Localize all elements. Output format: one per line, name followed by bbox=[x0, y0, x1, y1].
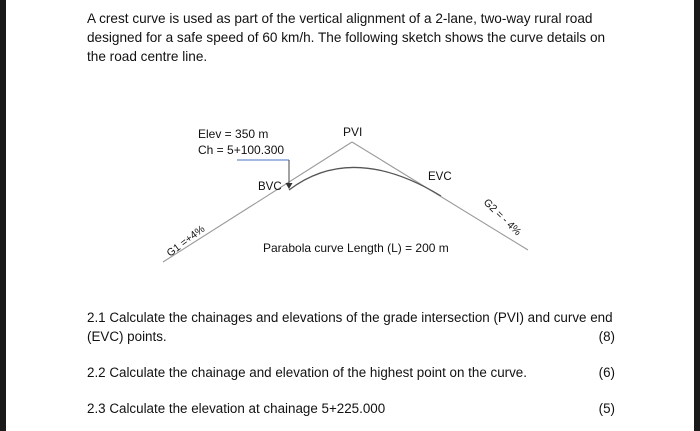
question-2-2-marks: (6) bbox=[598, 365, 615, 380]
question-2-1-text: 2.1 Calculate the chainages and elevations of the grade intersection (PVI) and curve end (EVC) points. bbox=[87, 310, 613, 344]
grade-g2-label: G2 = - 4% bbox=[480, 196, 524, 239]
problem-intro: A crest curve is used as part of the vertical alignment of a 2-lane, two-way rural road designed for a safe speed of 60 km/h. The following sketch shows the curve details on the road centre line. bbox=[87, 11, 606, 64]
parabola-curve bbox=[289, 167, 441, 196]
question-2-1-marks: (8) bbox=[598, 329, 615, 344]
chainage-label: Ch = 5+100.300 bbox=[198, 143, 285, 157]
question-2-2 bbox=[87, 363, 615, 382]
pvi-label: PVI bbox=[343, 125, 363, 139]
question-2-1 bbox=[87, 308, 615, 346]
evc-label: EVC bbox=[428, 171, 452, 183]
question-2-3-text: 2.3 Calculate the elevation at chainage 5+225.000 bbox=[87, 401, 386, 416]
elevation-label: Elev = 350 m bbox=[198, 127, 269, 141]
question-2-3-marks: (5) bbox=[598, 401, 615, 416]
question-2-2-text: 2.2 Calculate the chainage and elevation of the highest point on the curve. bbox=[87, 365, 527, 380]
bvc-label: BVC bbox=[258, 181, 282, 193]
question-2-3 bbox=[87, 399, 615, 418]
curve-length-label: Parabola curve Length (L) = 200 m bbox=[263, 241, 449, 255]
grade-g1-label: G1 =+4% bbox=[164, 223, 208, 260]
